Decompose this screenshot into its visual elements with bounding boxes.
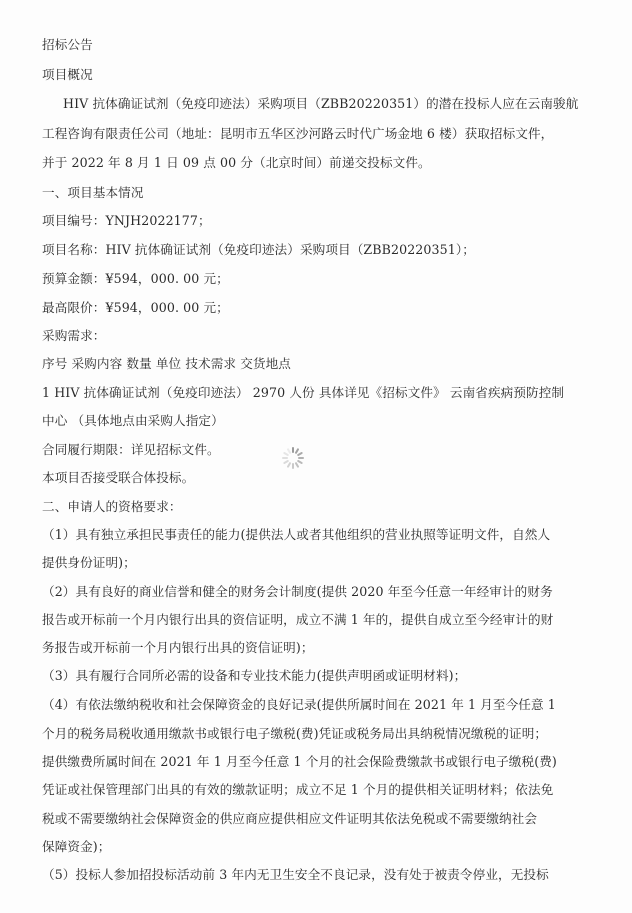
- section-overview-heading: 项目概况: [42, 67, 93, 82]
- consortium-note: 本项目否接受联合体投标。: [42, 470, 195, 485]
- needs-row-line-1: 1 HIV 抗体确证试剂（免疫印迹法） 2970 人份 具体详见《招标文件》 云南省疾病预防控制: [42, 385, 565, 400]
- contract-period: 合同履行期限：详见招标文件。: [42, 442, 220, 457]
- overview-paragraph-line-1: HIV 抗体确证试剂（免疫印迹法）采购项目（ZBB20220351）的潜在投标人应在云南骏航: [63, 96, 579, 111]
- requirement-1-line-1: （1）具有独立承担民事责任的能力(提供法人或者其他组织的营业执照等证明文件，自然人: [42, 527, 551, 542]
- project-number: 项目编号：YNJH2022177；: [42, 213, 211, 228]
- overview-paragraph-line-3: 并于 2022 年 8 月 1 日 09 点 00 分（北京时间）前递交投标文件。: [42, 155, 431, 170]
- budget-amount: 预算金额：¥594，000. 00 元；: [42, 271, 229, 286]
- needs-table-header: 序号 采购内容 数量 单位 技术需求 交货地点: [42, 356, 292, 371]
- section-1-heading: 一、项目基本情况: [42, 185, 144, 200]
- requirement-4-line-6: 保障资金)；: [42, 839, 111, 854]
- max-price: 最高限价：¥594，000. 00 元；: [42, 300, 229, 315]
- loading-spinner-icon: [281, 446, 305, 470]
- procurement-needs-heading: 采购需求：: [42, 328, 106, 343]
- project-name: 项目名称：HIV 抗体确证试剂（免疫印迹法）采购项目（ZBB20220351）；: [42, 242, 475, 257]
- requirement-2-line-2: 报告或开标前一个月内银行出具的资信证明，成立不满 1 年的，提供自成立至今经审计的财: [42, 612, 554, 627]
- requirement-1-line-2: 提供身份证明)；: [42, 555, 136, 570]
- requirement-2-line-3: 务报告或开标前一个月内银行出具的资信证明)；: [42, 640, 314, 655]
- requirement-4-line-2: 个月的税务局税收通用缴款书或银行电子缴税(费)凭证或税务局出具纳税情况缴税的证明；: [42, 726, 548, 741]
- requirement-4-line-1: （4）有依法缴纳税收和社会保障资金的良好记录(提供所属时间在 2021 年 1 月至今任意 1: [42, 697, 556, 712]
- overview-paragraph-line-2: 工程咨询有限责任公司（地址：昆明市五华区沙河路云时代广场金地 6 楼）获取招标文件，: [42, 126, 554, 141]
- requirement-2-line-1: （2）具有良好的商业信誉和健全的财务会计制度(提供 2020 年至今任意一年经审计的财务: [42, 584, 553, 599]
- requirement-4-line-4: 凭证或社保管理部门出具的有效的缴款证明；成立不足 1 个月的提供相关证明材料；依法免: [42, 782, 554, 797]
- requirement-3: （3）具有履行合同所必需的设备和专业技术能力(提供声明函或证明材料)；: [42, 668, 467, 683]
- requirement-4-line-5: 税或不需要缴纳社会保障资金的供应商应提供相应文件证明其依法免税或不需要缴纳社会: [42, 811, 538, 826]
- requirement-5-line-1: （5）投标人参加招投标活动前 3 年内无卫生安全不良记录，没有处于被责令停业，无投标: [42, 867, 549, 882]
- requirement-4-line-3: 提供缴费所属时间在 2021 年 1 月至今任意 1 个月的社会保险费缴款书或银行电子缴税(费): [42, 754, 557, 769]
- needs-row-line-2: 中心 （具体地点由采购人指定）: [42, 413, 224, 428]
- section-2-heading: 二、申请人的资格要求：: [42, 499, 182, 514]
- doc-title: 招标公告: [42, 37, 93, 52]
